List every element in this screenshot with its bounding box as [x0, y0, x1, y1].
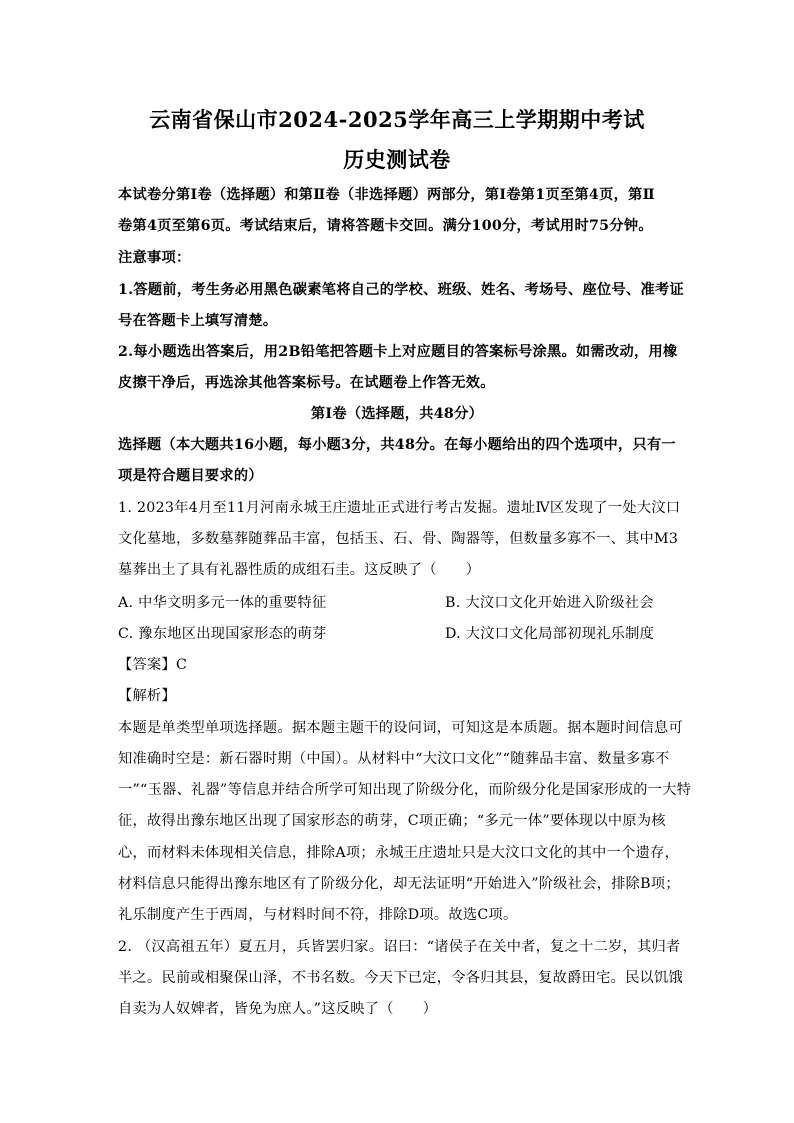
- q1-option-b: B. 大汶口文化开始进入阶级社会: [445, 595, 654, 611]
- q1-stem-line-1: 1. 2023年4月至11月河南永城王庄遗址正式进行考古发掘。遗址Ⅳ区发现了一处大汶口: [118, 500, 681, 516]
- notice-item-1-line-2: 号在答题卡上填写清楚。: [118, 313, 278, 329]
- section-heading: 第Ⅰ卷（选择题，共48分）: [310, 406, 484, 422]
- q1-option-a: A. 中华文明多元一体的重要特征: [118, 595, 327, 611]
- notice-item-1-line-1: 1.答题前，考生务必用黑色碳素笔将自己的学校、班级、姓名、考场号、座位号、准考证: [118, 282, 684, 298]
- q1-option-c: C. 豫东地区出现国家形态的萌芽: [118, 626, 327, 642]
- q1-option-d: D. 大汶口文化局部初现礼乐制度: [445, 626, 655, 642]
- q1-analysis-line-7: 礼乐制度产生于西周，与材料时间不符，排除D项。故选C项。: [118, 907, 518, 923]
- q1-stem-line-2: 文化墓地，多数墓葬随葬品丰富，包括玉、石、骨、陶器等，但数量多寡不一、其中M3: [118, 531, 679, 547]
- q1-stem-line-3: 墓葬出土了具有礼器性质的成组石圭。这反映了（ ）: [118, 562, 481, 578]
- intro-line-2: 卷第4页至第6页。考试结束后，请将答题卡交回。满分100分，考试用时75分钟。: [118, 218, 653, 234]
- q1-analysis-line-6: 材料信息只能得出豫东地区有了阶级分化，却无法证明“开始进入”阶级社会，排除B项；: [118, 876, 680, 892]
- notice-item-2-line-1: 2.每小题选出答案后，用2B铅笔把答题卡上对应题目的答案标号涂黑。如需改动，用橡: [118, 344, 678, 360]
- section-desc-line-1: 选择题（本大题共16小题，每小题3分，共48分。在每小题给出的四个选项中，只有一: [118, 437, 676, 453]
- q1-analysis-line-1: 本题是单类型单项选择题。据本题主题干的设问词，可知这是本质题。据本题时间信息可: [118, 720, 684, 736]
- q1-analysis-line-4: 征，故得出豫东地区出现了国家形态的萌芽，C项正确；“多元一体”要体现以中原为核: [118, 813, 666, 829]
- q2-stem-line-1: 2. （汉高祖五年）夏五月，兵皆罢归家。诏曰：“诸侯子在关中者，复之十二岁，其归者: [118, 939, 681, 955]
- exam-title: 云南省保山市2024-2025学年高三上学期期中考试: [149, 107, 645, 132]
- notice-item-2-line-2: 皮擦干净后，再选涂其他答案标号。在试题卷上作答无效。: [118, 375, 495, 391]
- q2-stem-line-2: 半之。民前或相聚保山泽，不书名数。今天下已定，令各归其县，复故爵田宅。民以饥饿: [118, 970, 684, 986]
- notice-heading: 注意事项：: [118, 250, 191, 266]
- section-desc-line-2: 项是符合题目要求的）: [118, 468, 263, 484]
- exam-subtitle: 历史测试卷: [343, 147, 451, 172]
- q1-analysis-line-2: 知准确时空是：新石器时期（中国）。从材料中“大汶口文化”“随葬品丰富、数量多寡不: [118, 751, 670, 767]
- q1-analysis-heading: 【解析】: [118, 688, 176, 704]
- q1-analysis-line-3: 一”“玉器、礼器”等信息并结合所学可知出现了阶级分化，而阶级分化是国家形成的一大特: [118, 782, 692, 798]
- q1-analysis-line-5: 心，而材料未体现相关信息，排除A项；永城王庄遗址只是大汶口文化的其中一个遗存，: [118, 845, 680, 861]
- q1-answer: 【答案】C: [118, 657, 188, 673]
- intro-line-1: 本试卷分第Ⅰ卷（选择题）和第Ⅱ卷（非选择题）两部分，第Ⅰ卷第1页至第4页，第Ⅱ: [118, 187, 655, 203]
- q2-stem-line-3: 自卖为人奴婢者，皆免为庶人。”这反映了（ ）: [118, 1001, 438, 1017]
